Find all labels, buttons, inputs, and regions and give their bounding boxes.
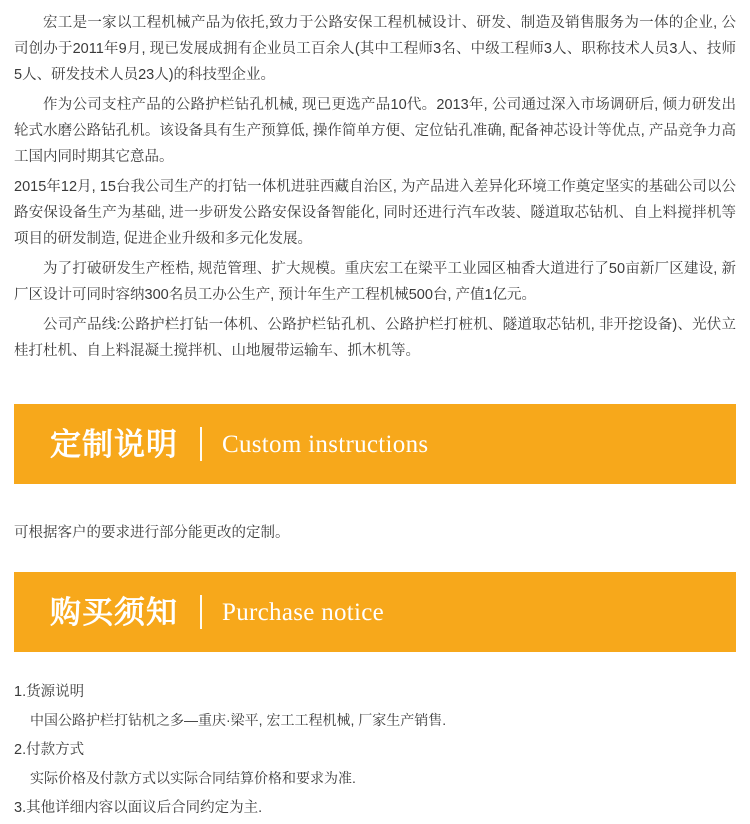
banner-title-cn: 购买须知 xyxy=(50,594,178,630)
custom-instructions-banner xyxy=(14,404,736,484)
purchase-item-title: 1.货源说明 xyxy=(14,684,85,700)
banner-divider xyxy=(200,595,202,629)
purchase-item-body: 实际价格及付款方式以实际合同结算价格和要求为准. xyxy=(30,770,356,786)
list-item xyxy=(14,794,736,822)
section-spacer xyxy=(14,652,736,678)
section-spacer xyxy=(14,546,736,572)
company-intro-section xyxy=(14,10,736,364)
section-spacer xyxy=(14,484,736,520)
intro-paragraph: 为了打破研发生产桎梏, 规范管理、扩大规模。重庆宏工在梁平工业园区柚香大道进行了50亩新厂区建设, 新厂区设计可同时容纳300名员工办公生产, 预计年生产工程机械500台, 产值1亿元。 xyxy=(14,261,736,303)
list-item xyxy=(14,678,736,734)
banner-title-en: Custom instructions xyxy=(222,430,429,458)
custom-instructions-note: 可根据客户的要求进行部分能更改的定制。 xyxy=(14,525,290,541)
purchase-item-body: 中国公路护栏打钻机之多—重庆·梁平, 宏工工程机械, 厂家生产销售. xyxy=(30,712,447,728)
banner-divider xyxy=(200,427,202,461)
purchase-notice-banner xyxy=(14,572,736,652)
purchase-item-title: 3.其他详细内容以面议后合同约定为主. xyxy=(14,800,263,816)
section-spacer xyxy=(14,368,736,404)
list-item xyxy=(14,736,736,792)
purchase-notice-list xyxy=(14,678,736,822)
intro-paragraph: 公司产品线:公路护栏打钻一体机、公路护栏钻孔机、公路护栏打桩机、隧道取芯钻机, 非开挖设备)、光伏立桂打杜机、自上料混凝土搅拌机、山地履带运输车、抓木机等。 xyxy=(14,317,736,359)
banner-title-en: Purchase notice xyxy=(222,598,385,626)
purchase-item-title: 2.付款方式 xyxy=(14,742,85,758)
intro-paragraph: 2015年12月, 15台我公司生产的打钻一体机进驻西藏自治区, 为产品进入差异化环境工作奠定坚实的基础公司以公路安保设备生产为基础, 进一步研发公路安保设备智能化, 同时还进行汽车改装、隧道取芯钻机、自上料搅拌机等项目的研发制造, 促进企业升级和多元化发展。 xyxy=(14,179,736,247)
banner-title-cn: 定制说明 xyxy=(50,426,178,462)
intro-paragraph: 作为公司支柱产品的公路护栏钻孔机械, 现已更选产品10代。2013年, 公司通过深入市场调研后, 倾力研发出轮式水磨公路钻孔机。该设备具有生产预算低, 操作简单方便、定位钻孔准确, 配备神芯设计等优点, 产品竞争力高工国内同时期其它意品。 xyxy=(14,97,736,165)
intro-paragraph: 宏工是一家以工程机械产品为依托,致力于公路安保工程机械设计、研发、制造及销售服务为一体的企业, 公司创办于2011年9月, 现已发展成拥有企业员工百余人(其中工程师3名、中级工程师3人、职称技术人员3人、技师5人、研发技术人员23人)的科技型企业。 xyxy=(14,15,736,83)
